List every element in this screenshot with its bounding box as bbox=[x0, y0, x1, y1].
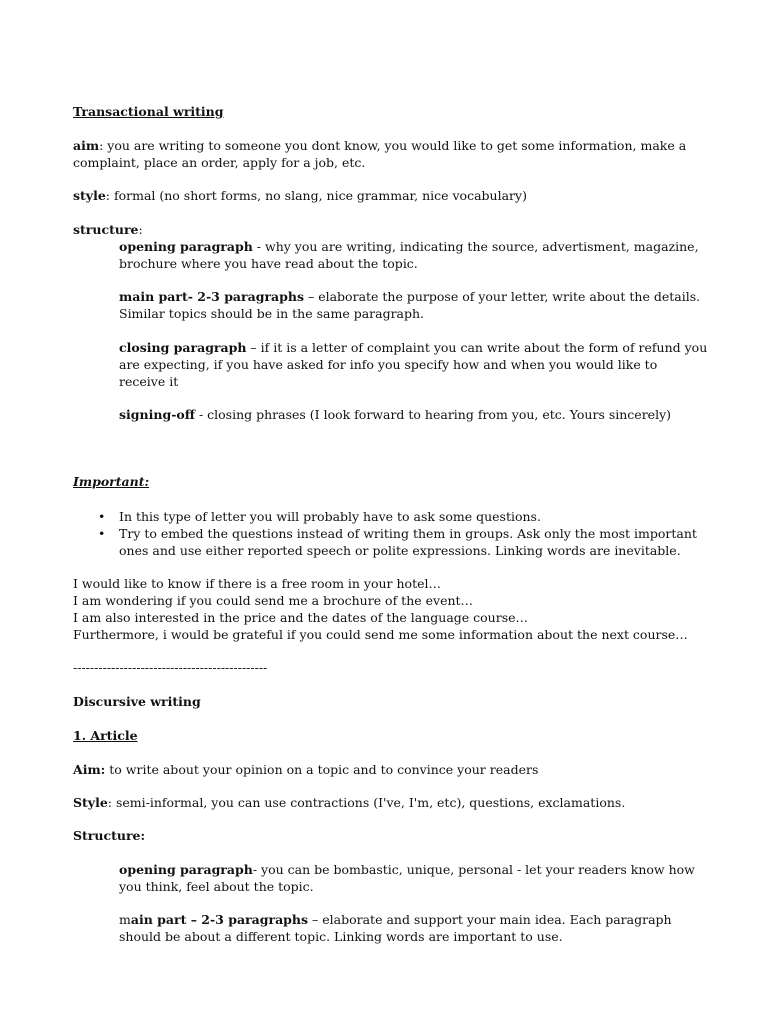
article-heading: 1. Article bbox=[73, 728, 138, 743]
aim-label: Aim: bbox=[73, 762, 106, 777]
style-line: style: formal (no short forms, no slang, nice grammar, nice vocabulary) bbox=[73, 188, 527, 203]
closing-paragraph-line-1: closing paragraph – if it is a letter of complaint you can write about the form of refund you bbox=[119, 340, 708, 355]
article-aim-line: Aim: to write about your opinion on a topic and to convince your readers bbox=[73, 762, 539, 777]
style-label: Style bbox=[73, 795, 108, 810]
transactional-heading: Transactional writing bbox=[73, 104, 224, 119]
article-opening-line-1: opening paragraph- you can be bombastic, unique, personal - let your readers know how bbox=[119, 862, 695, 877]
example-sentence: Furthermore, i would be grateful if you could send me some information about the next course… bbox=[73, 627, 688, 642]
aim-line-2: complaint, place an order, apply for a job, etc. bbox=[73, 155, 366, 170]
article-structure-label: Structure: bbox=[73, 828, 146, 843]
example-sentence: I am also interested in the price and the dates of the language course… bbox=[73, 610, 529, 625]
bullet-item-2-line-2: ones and use either reported speech or polite expressions. Linking words are inevitable. bbox=[119, 543, 681, 558]
style-label: style bbox=[73, 188, 106, 203]
article-opening-line-2: you think, feel about the topic. bbox=[119, 879, 314, 894]
important-heading: Important: bbox=[73, 474, 150, 489]
example-sentence: I would like to know if there is a free room in your hotel… bbox=[73, 576, 441, 591]
aim-line-1: aim: you are writing to someone you dont know, you would like to get some information, make a bbox=[73, 138, 687, 153]
closing-paragraph-line-2: are expecting, if you have asked for info you specify how and when you would like to bbox=[119, 357, 658, 372]
main-part-line-1: main part- 2-3 paragraphs – elaborate the purpose of your letter, write about the details. bbox=[119, 289, 701, 304]
structure-label: structure bbox=[73, 222, 139, 237]
bullet-item-2-line-1: Try to embed the questions instead of writing them in groups. Ask only the most important bbox=[119, 526, 697, 541]
opening-paragraph-line-2: brochure where you have read about the topic. bbox=[119, 256, 418, 271]
aim-label: aim bbox=[73, 138, 100, 153]
structure-line: structure: bbox=[73, 222, 143, 237]
example-sentence: I am wondering if you could send me a brochure of the event… bbox=[73, 593, 474, 608]
signing-off-line: signing-off - closing phrases (I look forward to hearing from you, etc. Yours sincerely) bbox=[119, 407, 672, 422]
discursive-heading: Discursive writing bbox=[73, 694, 201, 709]
main-part-line-2: Similar topics should be in the same paragraph. bbox=[119, 306, 425, 321]
opening-paragraph-line-1: opening paragraph - why you are writing, indicating the source, advertisment, magazine, bbox=[119, 239, 699, 254]
bullet-item-1: In this type of letter you will probably have to ask some questions. bbox=[119, 509, 541, 524]
bullet-icon: • bbox=[98, 509, 106, 524]
article-main-part-line-2: should be about a different topic. Linking words are important to use. bbox=[119, 929, 563, 944]
article-main-part-line-1: main part – 2-3 paragraphs – elaborate and support your main idea. Each paragraph bbox=[119, 912, 672, 927]
separator-line: ---------------------------------------------- bbox=[73, 660, 268, 675]
closing-paragraph-line-3: receive it bbox=[119, 374, 179, 389]
article-style-line: Style: semi-informal, you can use contractions (I've, I'm, etc), questions, exclamations. bbox=[73, 795, 626, 810]
bullet-icon: • bbox=[98, 526, 106, 541]
